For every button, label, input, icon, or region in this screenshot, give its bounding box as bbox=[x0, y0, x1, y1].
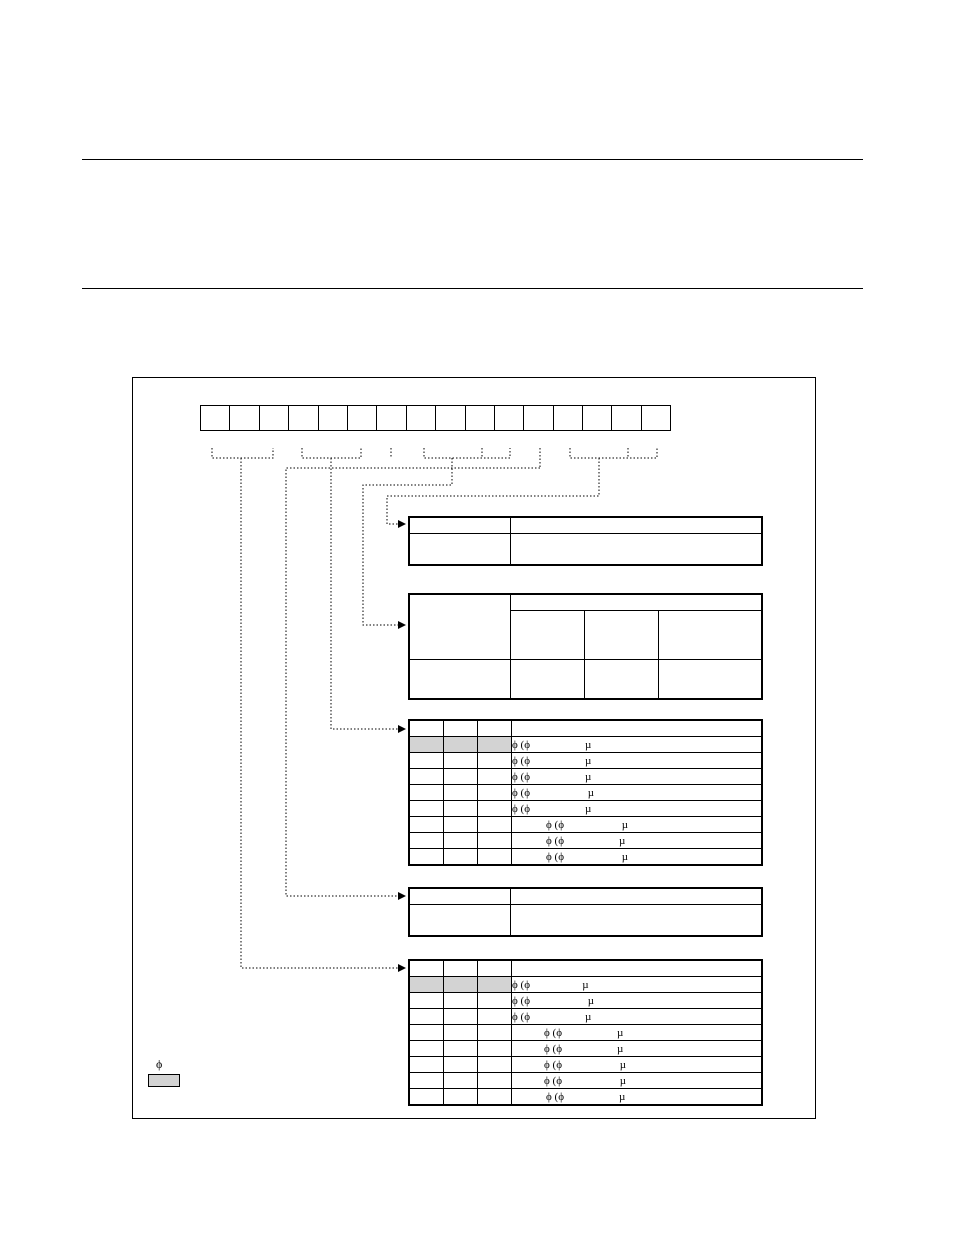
table-row bbox=[409, 817, 762, 833]
table-row bbox=[409, 785, 762, 801]
table-row bbox=[409, 977, 762, 993]
mu-label: µ bbox=[619, 1074, 627, 1087]
table-row bbox=[409, 801, 762, 817]
mu-label: µ bbox=[621, 850, 629, 863]
table-row bbox=[409, 993, 762, 1009]
table-row bbox=[409, 753, 762, 769]
mu-label: µ bbox=[617, 1042, 624, 1055]
mu-label: µ bbox=[585, 754, 592, 767]
table-row bbox=[409, 594, 762, 611]
phi-label: ϕ (ϕ bbox=[546, 818, 564, 831]
table-row bbox=[409, 534, 762, 566]
mu-label: µ bbox=[619, 834, 626, 847]
mu-label: µ bbox=[619, 1058, 627, 1071]
phi-label: ϕ (ϕ bbox=[512, 1010, 530, 1023]
table-row bbox=[409, 1057, 762, 1073]
clock-select-table-a bbox=[408, 719, 763, 866]
bit-function-table-1 bbox=[408, 516, 763, 566]
mu-label: µ bbox=[585, 1010, 592, 1023]
clock-select-table-b bbox=[408, 959, 763, 1106]
table-row bbox=[409, 960, 762, 977]
phi-label: ϕ (ϕ bbox=[544, 1074, 562, 1087]
table-row bbox=[409, 660, 762, 700]
table-row bbox=[409, 769, 762, 785]
phi-label: ϕ (ϕ bbox=[512, 994, 530, 1007]
mu-label: µ bbox=[619, 1090, 626, 1103]
phi-label: ϕ (ϕ bbox=[546, 834, 564, 847]
table-row bbox=[409, 1089, 762, 1106]
mu-label: µ bbox=[585, 770, 592, 783]
table-row bbox=[409, 888, 762, 905]
phi-label: ϕ (ϕ bbox=[512, 754, 530, 767]
table-row bbox=[409, 1041, 762, 1057]
legend-symbol: ϕ bbox=[156, 1057, 163, 1071]
phi-label: ϕ (ϕ bbox=[544, 1042, 562, 1055]
mu-label: µ bbox=[587, 786, 595, 799]
mu-label: µ bbox=[582, 978, 589, 991]
table-row bbox=[409, 517, 762, 534]
mode-select-table bbox=[408, 593, 763, 700]
table-row bbox=[409, 905, 762, 937]
table-row bbox=[409, 1073, 762, 1089]
mu-label: µ bbox=[585, 802, 592, 815]
phi-label: ϕ (ϕ bbox=[546, 1090, 564, 1103]
table-row bbox=[409, 1009, 762, 1025]
table-row bbox=[409, 1025, 762, 1041]
mu-label: µ bbox=[621, 818, 629, 831]
table-row bbox=[409, 720, 762, 737]
phi-label: ϕ (ϕ bbox=[546, 850, 564, 863]
phi-label: ϕ (ϕ bbox=[512, 738, 530, 751]
table-row bbox=[409, 833, 762, 849]
mu-label: µ bbox=[585, 738, 592, 751]
table-row bbox=[409, 737, 762, 753]
phi-label: ϕ (ϕ bbox=[544, 1026, 562, 1039]
phi-label: ϕ (ϕ bbox=[512, 770, 530, 783]
bit-function-table-2 bbox=[408, 887, 763, 937]
phi-label: ϕ (ϕ bbox=[544, 1058, 562, 1071]
mu-label: µ bbox=[587, 994, 595, 1007]
mu-label: µ bbox=[617, 1026, 624, 1039]
phi-label: ϕ (ϕ bbox=[512, 978, 530, 991]
phi-label: ϕ (ϕ bbox=[512, 786, 530, 799]
phi-label: ϕ (ϕ bbox=[512, 802, 530, 815]
legend-initial-value-swatch bbox=[148, 1074, 180, 1087]
table-row bbox=[409, 849, 762, 866]
